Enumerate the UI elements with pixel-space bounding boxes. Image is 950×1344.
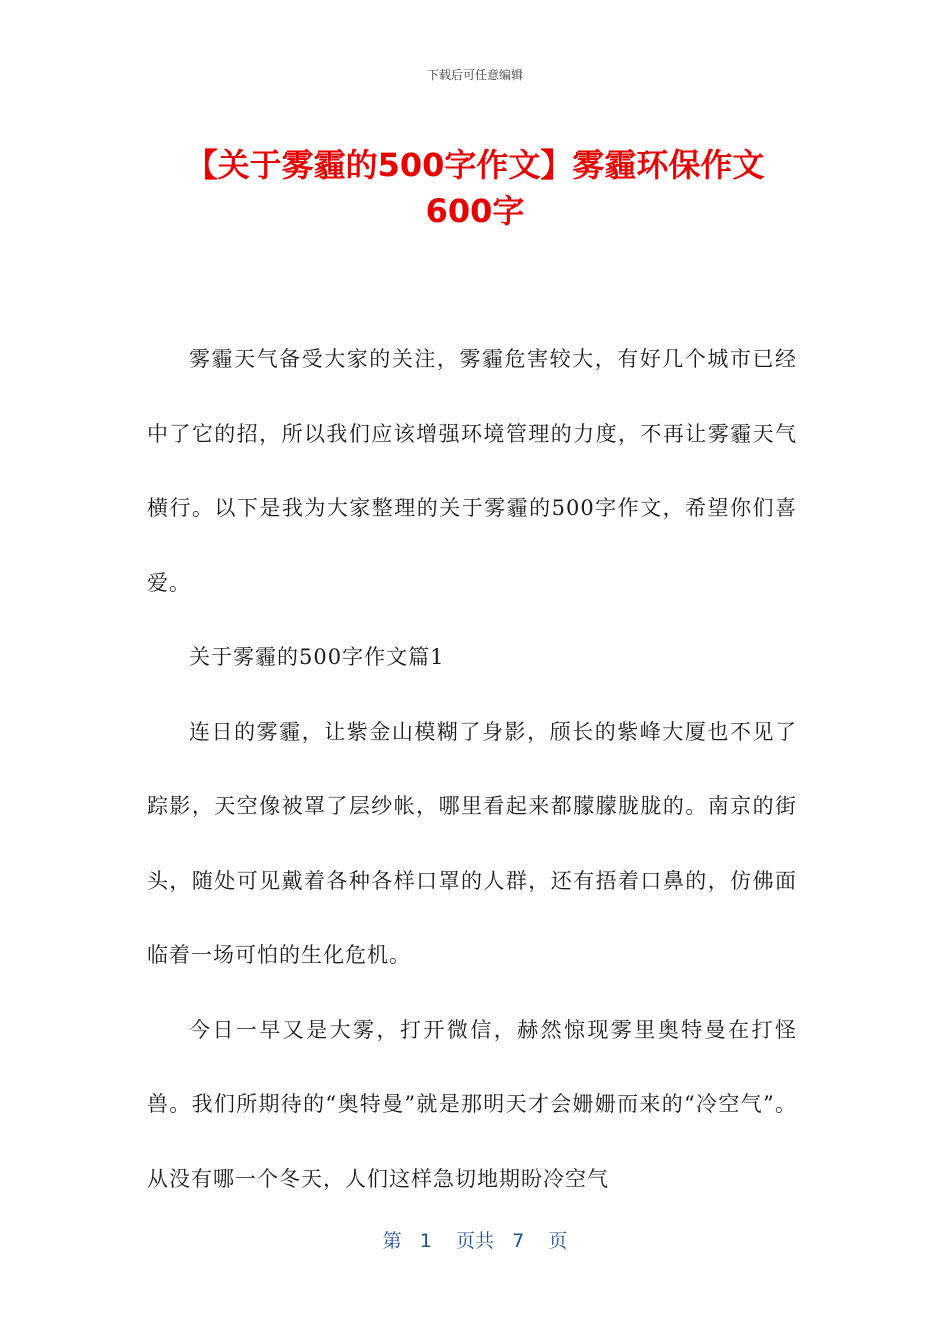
page-label-middle: 页共 [455, 1230, 494, 1252]
section-heading: 关于雾霾的500字作文篇1 [189, 645, 445, 669]
paragraph-ultraman: 今日一早又是大雾，打开微信，赫然惊现雾里奥特曼在打怪兽。我们所期待的“奥特曼”就是那明天才会姗姗而来的“冷空气”。从没有哪一个冬天，人们这样急切地期盼冷空气 [147, 1017, 797, 1191]
document-title-line-1: 【关于雾霾的500字作文】雾霾环保作文 [185, 146, 765, 184]
page-header-note: 下载后可任意编辑 [426, 68, 523, 82]
total-page-count: 7 [512, 1230, 525, 1252]
page-label-suffix: 页 [548, 1230, 568, 1252]
document-body [147, 322, 797, 1216]
paragraph-fog-description: 连日的雾霾，让紫金山模糊了身影，颀长的紫峰大厦也不见了踪影，天空像被罩了层纱帐，哪里看起来都朦朦胧胧的。南京的街头，随处可见戴着各种各样口罩的人群，还有捂着口鼻的，仿佛面临着一场可怕的生化危机。 [147, 719, 797, 967]
page-label-prefix: 第 [382, 1230, 402, 1252]
paragraph-intro: 雾霾天气备受大家的关注，雾霾危害较大，有好几个城市已经中了它的招，所以我们应该增强环境管理的力度，不再让雾霾天气横行。以下是我为大家整理的关于雾霾的500字作文，希望你们喜爱。 [147, 347, 797, 595]
document-title [100, 142, 850, 234]
document-title-line-2: 600字 [425, 192, 525, 230]
current-page-number: 1 [419, 1230, 432, 1252]
page-footer [0, 1226, 950, 1253]
